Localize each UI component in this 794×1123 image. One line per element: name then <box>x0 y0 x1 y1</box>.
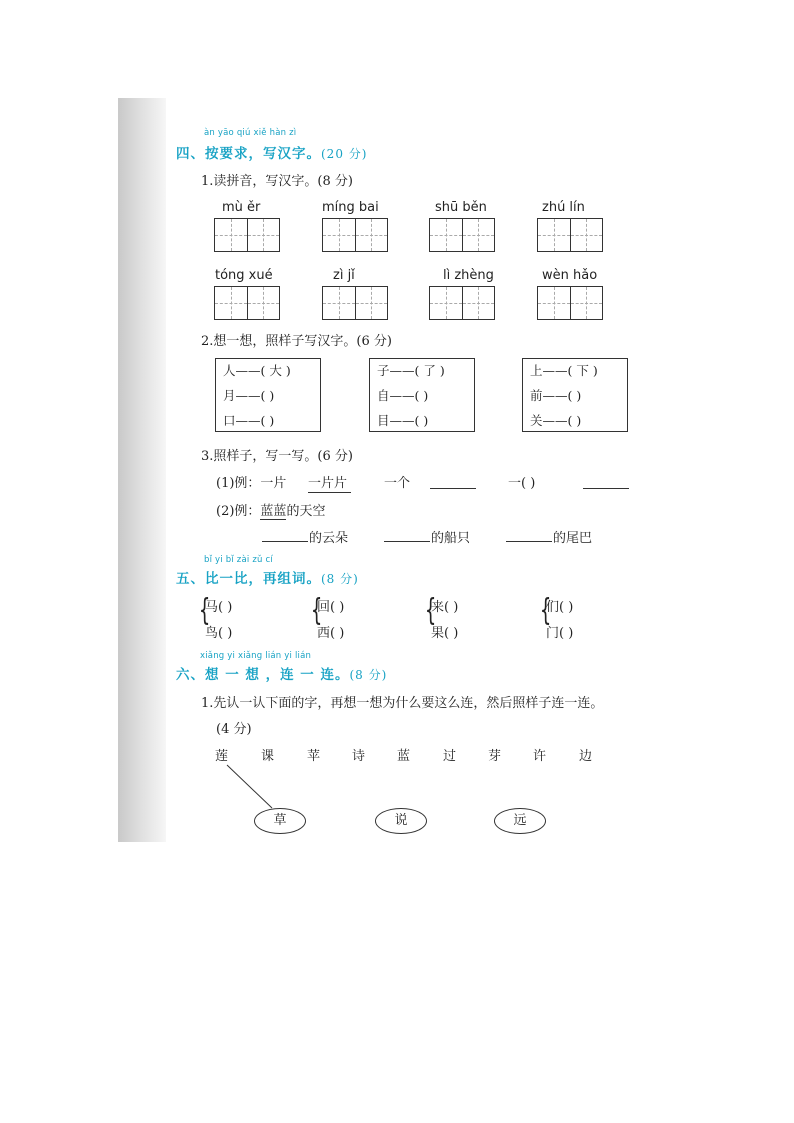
question-4-3: 3.照样子，写一写。(6 分) <box>201 449 353 464</box>
section5-points: (8 分) <box>321 572 359 586</box>
pinyin-label: shū běn <box>435 200 487 215</box>
box-line[interactable]: 口——( ) <box>223 413 275 428</box>
q3-2-item: 的云朵 <box>309 531 349 546</box>
pinyin-label: tóng xué <box>215 268 273 283</box>
pair-top[interactable]: 马( ) <box>205 600 233 615</box>
q3-1-example: 一片片 <box>308 472 351 493</box>
pinyin-label: mù ěr <box>222 200 261 215</box>
box-line: 人——( 大 ) <box>223 363 291 378</box>
match-char[interactable]: 许 <box>533 749 547 764</box>
box-line: 上——( 下 ) <box>530 363 598 378</box>
q3-1-b-label[interactable]: 一( ) <box>508 476 536 491</box>
pinyin-label: lì zhèng <box>443 268 494 283</box>
brace-icon: { <box>310 593 323 628</box>
pinyin-label: wèn hǎo <box>542 268 598 283</box>
match-char[interactable]: 芽 <box>488 749 502 764</box>
pair-bottom[interactable]: 西( ) <box>317 626 345 641</box>
section4-points: (20 分) <box>321 147 368 161</box>
box-line[interactable]: 目——( ) <box>377 413 429 428</box>
section6-title-text: 六、想 一 想 ，连 一 连。 <box>176 667 350 683</box>
question-4-1: 1.读拼音，写汉字。(8 分) <box>201 174 353 189</box>
section4-pinyin: àn yāo qiú xiě hàn zì <box>204 128 297 138</box>
match-char[interactable]: 诗 <box>352 749 366 764</box>
box-line[interactable]: 月——( ) <box>223 388 275 403</box>
q3-2-suffix: 的天空 <box>286 504 326 519</box>
q3-1-a-label: 一个 <box>384 476 411 491</box>
section5-title-text: 五、比一比，再组词。 <box>176 571 321 587</box>
match-char[interactable]: 苹 <box>307 749 321 764</box>
q3-2-example: 蓝蓝 <box>260 504 287 519</box>
pair-top[interactable]: 们( ) <box>546 600 574 615</box>
pair-bottom[interactable]: 果( ) <box>431 626 459 641</box>
pair-top[interactable]: 回( ) <box>317 600 345 615</box>
pair-bottom[interactable]: 门( ) <box>546 626 574 641</box>
box-line[interactable]: 前——( ) <box>530 388 582 403</box>
question-6-1-points: (4 分) <box>216 722 252 737</box>
box-line: 子——( 了 ) <box>377 363 445 378</box>
target-oval[interactable]: 说 <box>375 808 427 834</box>
pinyin-label: míng bai <box>322 200 379 215</box>
q3-1-prefix: (1)例：一片 <box>216 476 287 491</box>
q3-2-item: 的船只 <box>431 531 471 546</box>
q3-2-prefix: (2)例： <box>216 504 261 519</box>
target-oval[interactable]: 草 <box>254 808 306 834</box>
brace-icon: { <box>424 593 437 628</box>
q3-2-item: 的尾巴 <box>553 531 593 546</box>
match-char[interactable]: 过 <box>443 749 457 764</box>
match-char[interactable]: 课 <box>261 749 275 764</box>
box-line[interactable]: 自——( ) <box>377 388 429 403</box>
section6-points: (8 分) <box>349 668 388 682</box>
match-char[interactable]: 边 <box>579 749 593 764</box>
section5-pinyin: bǐ yi bǐ zài zǔ cí <box>204 555 273 565</box>
brace-icon: { <box>198 593 211 628</box>
match-char[interactable]: 蓝 <box>397 749 411 764</box>
pair-bottom[interactable]: 鸟( ) <box>205 626 233 641</box>
target-oval[interactable]: 远 <box>494 808 546 834</box>
section6-pinyin: xiǎng yi xiǎng lián yi lián <box>200 651 312 661</box>
question-4-2: 2.想一想，照样子写汉字。(6 分) <box>201 334 392 349</box>
pinyin-label: zhú lín <box>542 200 585 215</box>
section4-title-text: 四、按要求，写汉字。 <box>176 146 321 162</box>
match-char[interactable]: 莲 <box>215 749 229 764</box>
pinyin-label: zì jǐ <box>333 268 355 283</box>
question-6-1: 1.先认一认下面的字，再想一想为什么要这么连，然后照样子连一连。 <box>201 696 604 711</box>
box-line[interactable]: 关——( ) <box>530 413 582 428</box>
pair-top[interactable]: 来( ) <box>431 600 459 615</box>
brace-icon: { <box>539 593 552 628</box>
